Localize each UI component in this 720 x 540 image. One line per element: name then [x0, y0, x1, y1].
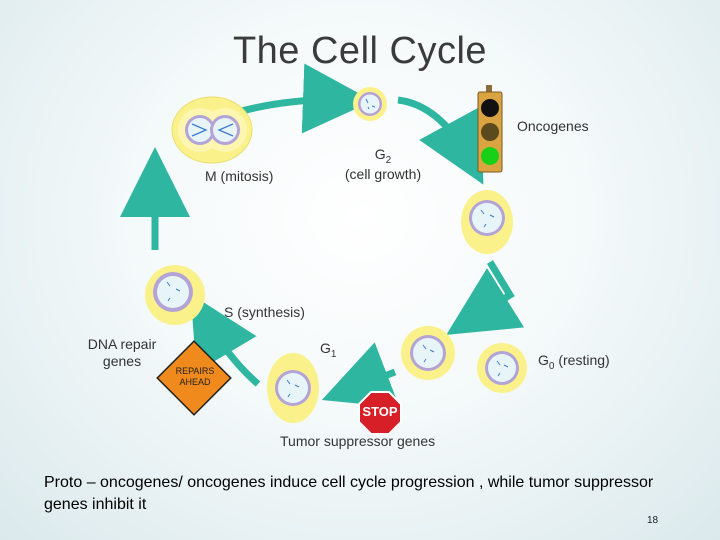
oncogenes-label: Oncogenes — [517, 118, 589, 134]
dividing-cell — [172, 97, 252, 163]
tumor-suppressor-label: Tumor suppressor genes — [280, 433, 436, 449]
cell-bottom — [267, 353, 319, 423]
cell-g0 — [477, 343, 527, 393]
stop-sign-text: STOP — [362, 404, 398, 419]
mitosis-label: M (mitosis) — [205, 168, 274, 184]
dna-repair-label: DNA repair genes — [87, 336, 157, 369]
repairs-ahead-text: REPAIRS AHEAD — [175, 366, 215, 387]
slide-title: The Cell Cycle — [232, 30, 488, 72]
g0-label: $G_0$ (resting) — [538, 352, 610, 372]
g1-label: $G_1$ — [320, 340, 337, 360]
traffic-light-icon — [478, 85, 502, 172]
caption-text: Proto – oncogenes/ oncogenes induce cell cycle progression , while tumor suppressor genes inhibit it — [44, 474, 654, 513]
cell-left — [145, 265, 205, 325]
cell-g2 — [353, 87, 387, 121]
synthesis-label: S (synthesis) — [224, 304, 305, 320]
g2-label: $G_2$ (cell growth) — [344, 146, 422, 182]
arrow-g1-to-bottom — [348, 372, 395, 390]
arrow-right-to-g0 — [470, 262, 510, 320]
arrow-m-to-g2 — [238, 100, 345, 112]
cell-right — [461, 190, 513, 254]
slide-number: 18 — [647, 515, 659, 526]
cell-g1 — [401, 326, 455, 380]
